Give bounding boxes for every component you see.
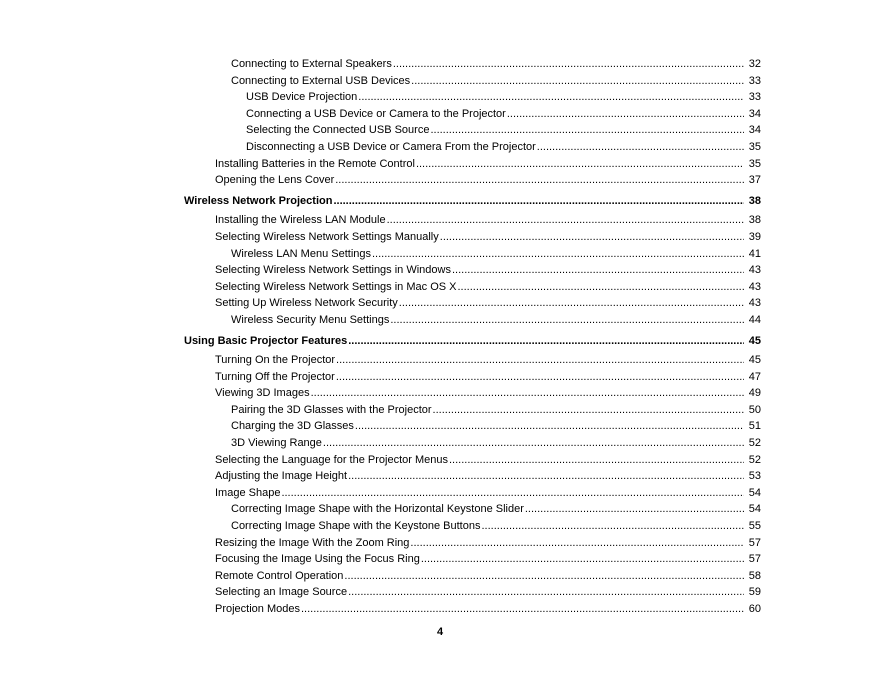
toc-entry[interactable] [184,122,761,139]
dot-leader [449,452,744,469]
toc-entry[interactable] [184,106,761,123]
toc-entry-title: USB Device Projection [246,91,358,104]
toc-entry[interactable] [184,246,761,263]
dot-leader [440,229,744,246]
toc-entry[interactable] [184,295,761,312]
toc-entry-page: 57 [748,536,761,549]
toc-section-heading[interactable] [184,333,761,350]
toc-entry[interactable] [184,518,761,535]
toc-entry-title: Correcting Image Shape with the Horizontal Keystone Slider [231,503,524,516]
toc-entry[interactable] [184,279,761,296]
toc-entry-page: 50 [748,403,761,416]
toc-entry[interactable] [184,584,761,601]
dot-leader [430,122,744,139]
toc-entry-page: 43 [748,264,761,277]
toc-entry-title: Selecting Wireless Network Settings in Mac OS X [215,280,457,293]
toc-entry-title: Installing the Wireless LAN Module [215,214,386,227]
dot-leader [348,468,744,485]
toc-entry-page: 45 [748,334,761,347]
toc-entry[interactable] [184,89,761,106]
toc-entry-title: Image Shape [215,486,281,499]
toc-entry[interactable] [184,73,761,90]
toc-entry-title: Correcting Image Shape with the Keystone Buttons [231,520,481,533]
dot-leader [481,518,744,535]
toc-entry[interactable] [184,352,761,369]
toc-entry[interactable] [184,56,761,73]
dot-leader [336,352,744,369]
toc-entry[interactable] [184,229,761,246]
toc-entry[interactable] [184,535,761,552]
toc-entry[interactable] [184,501,761,518]
dot-leader [410,535,744,552]
toc-entry[interactable] [184,485,761,502]
dot-leader [281,485,744,502]
toc-entry-title: Remote Control Operation [215,569,344,582]
dot-leader [348,584,744,601]
toc-entry-page: 53 [748,470,761,483]
toc-entry-title: Connecting to External USB Devices [231,74,411,87]
toc-entry-title: Installing Batteries in the Remote Control [215,157,415,170]
dot-leader [411,73,744,90]
dot-leader [355,418,744,435]
toc-entry[interactable] [184,452,761,469]
toc-entry[interactable] [184,402,761,419]
toc-entry-page: 33 [748,91,761,104]
toc-entry-title: Viewing 3D Images [215,387,310,400]
dot-leader [537,139,744,156]
dot-leader [393,56,744,73]
toc-entry-page: 33 [748,74,761,87]
toc-entry-page: 38 [748,194,761,207]
toc-entry[interactable] [184,172,761,189]
toc-entry-page: 51 [748,420,761,433]
toc-entry-title: Selecting Wireless Network Settings Manually [215,230,439,243]
toc-entry-page: 43 [748,297,761,310]
toc-entry-title: Opening the Lens Cover [215,174,335,187]
toc-entry-title: Setting Up Wireless Network Security [215,297,398,310]
toc-entry-title: 3D Viewing Range [231,437,322,450]
toc-entry-page: 41 [748,247,761,260]
toc-entry[interactable] [184,369,761,386]
toc-entry-page: 35 [748,157,761,170]
toc-entry-title: Selecting the Connected USB Source [246,124,430,137]
toc-entry[interactable] [184,551,761,568]
toc-entry-title: Projection Modes [215,603,300,615]
toc-entry-title: Wireless Network Projection [184,194,333,207]
toc-entry-page: 34 [748,107,761,120]
dot-leader [433,402,744,419]
dot-leader [333,193,744,210]
dot-leader [387,212,744,229]
dot-leader [372,246,744,263]
toc-entry-title: Turning Off the Projector [215,370,335,383]
toc-entry-title: Wireless Security Menu Settings [231,313,390,326]
dot-leader [507,106,744,123]
toc-entry-page: 35 [748,140,761,153]
toc-entry[interactable] [184,568,761,585]
toc-entry-page: 43 [748,280,761,293]
toc-entry-page: 45 [748,354,761,367]
toc-entry-page: 37 [748,174,761,187]
toc-entry-title: Focusing the Image Using the Focus Ring [215,553,420,566]
toc-entry-page: 38 [748,214,761,227]
dot-leader [399,295,744,312]
toc-entry-title: Turning On the Projector [215,354,336,367]
toc-entry-title: Wireless LAN Menu Settings [231,247,371,260]
dot-leader [301,601,744,618]
dot-leader [452,262,744,279]
toc-section-heading[interactable] [184,193,761,210]
toc-entry-page: 60 [748,603,761,615]
toc-entry-title: Selecting Wireless Network Settings in Windows [215,264,451,277]
toc-entry[interactable] [184,435,761,452]
toc-entry[interactable] [184,418,761,435]
toc-entry-title: Disconnecting a USB Device or Camera From the Projector [246,140,536,153]
toc-entry[interactable] [184,262,761,279]
toc-entry[interactable] [184,601,761,618]
toc-entry-title: Connecting to External Speakers [231,58,392,70]
dot-leader [323,435,744,452]
toc-entry[interactable] [184,212,761,229]
toc-entry-title: Adjusting the Image Height [215,470,348,483]
dot-leader [525,501,744,518]
toc-entry-page: 57 [748,553,761,566]
table-of-contents [184,56,761,618]
toc-entry-page: 59 [748,586,761,599]
page-number: 4 [436,626,444,638]
toc-entry-page: 52 [748,437,761,450]
toc-entry-title: Charging the 3D Glasses [231,420,354,433]
toc-entry[interactable] [184,312,761,329]
toc-entry-page: 34 [748,124,761,137]
toc-entry[interactable] [184,468,761,485]
toc-entry-page: 55 [748,520,761,533]
dot-leader [311,385,744,402]
dot-leader [358,89,744,106]
toc-entry[interactable] [184,156,761,173]
dot-leader [344,568,744,585]
toc-entry-title: Connecting a USB Device or Camera to the Projector [246,107,506,120]
toc-entry-page: 47 [748,370,761,383]
dot-leader [348,333,744,350]
toc-entry-page: 54 [748,486,761,499]
dot-leader [421,551,744,568]
toc-entry-title: Resizing the Image With the Zoom Ring [215,536,410,549]
toc-entry-page: 58 [748,569,761,582]
dot-leader [336,369,744,386]
toc-entry-title: Pairing the 3D Glasses with the Projector [231,403,432,416]
toc-entry-page: 44 [748,313,761,326]
toc-entry-page: 32 [748,58,761,70]
toc-entry-page: 54 [748,503,761,516]
toc-entry[interactable] [184,139,761,156]
dot-leader [390,312,744,329]
toc-entry-title: Selecting the Language for the Projector Menus [215,453,448,466]
toc-entry[interactable] [184,385,761,402]
dot-leader [416,156,744,173]
toc-entry-page: 39 [748,230,761,243]
toc-entry-title: Selecting an Image Source [215,586,348,599]
toc-entry-page: 52 [748,453,761,466]
dot-leader [457,279,744,296]
toc-entry-page: 49 [748,387,761,400]
dot-leader [335,172,744,189]
toc-entry-title: Using Basic Projector Features [184,334,348,347]
